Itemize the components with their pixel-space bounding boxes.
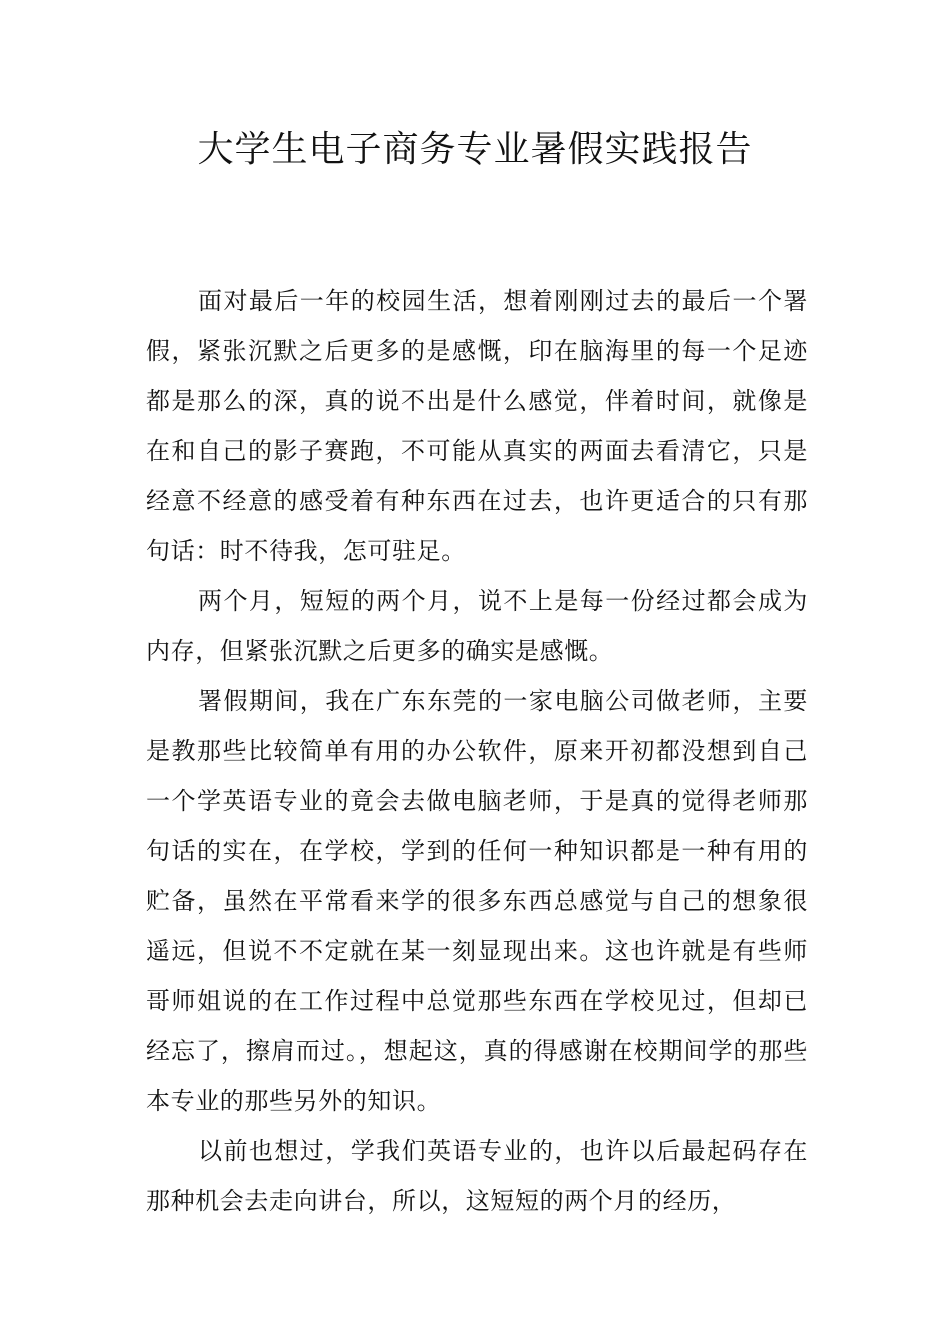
paragraph-4: 以前也想过，学我们英语专业的，也许以后最起码存在那种机会去走向讲台，所以，这短短的两个月的经历， <box>146 1137 808 1215</box>
paragraph-3: 署假期间，我在广东东莞的一家电脑公司做老师，主要是教那些比较简单有用的办公软件，原来开初都没想到自己一个学英语专业的竟会去做电脑老师，于是真的觉得老师那句话的实在，在学校，学到的任何一种知识都是一种有用的贮备，虽然在平常看来学的很多东西总感觉与自己的想象很遥远，但说不不定就在某一刻显现出来。这也许就是有些师哥师姐说的在工作过程中总觉那些东西在学校见过，但却已经忘了，擦肩而过。，想起这，真的得感谢在校期间学的那些本专业的那些另外的知识。 <box>146 687 808 1115</box>
paragraph-2: 两个月，短短的两个月，说不上是每一份经过都会成为内存，但紧张沉默之后更多的确实是感慨。 <box>146 587 808 665</box>
document-body <box>146 276 808 1226</box>
document-title: 大学生电子商务专业暑假实践报告 <box>197 129 753 170</box>
paragraph-1: 面对最后一年的校园生活，想着刚刚过去的最后一个署假，紧张沉默之后更多的是感慨，印在脑海里的每一个足迹都是那么的深，真的说不出是什么感觉，伴着时间，就像是在和自己的影子赛跑，不可能从真实的两面去看清它，只是经意不经意的感受着有种东西在过去，也许更适合的只有那句话：时不待我，怎可驻足。 <box>146 287 808 565</box>
